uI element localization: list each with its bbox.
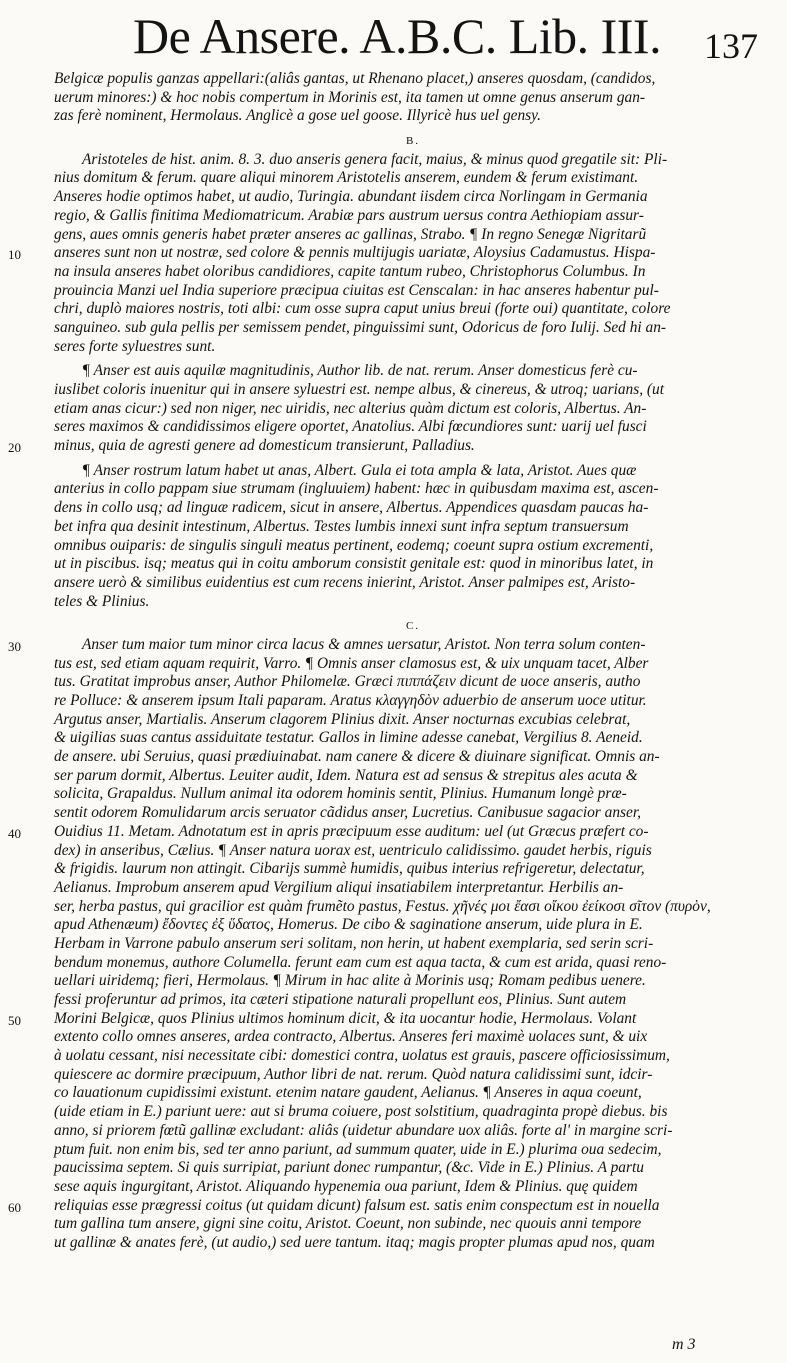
text-line: Morini Belgicæ, quos Plinius ultimos hominum dicit, & ita uocantur hodie, Hermolaus. Volant: [54, 1009, 637, 1027]
text-line: nius domitum & ferum. quare aliqui minorem Aristotelis anserem, eundem & ferum existimant.: [54, 169, 639, 187]
text-line: dex) in anseribus, Cælius. ¶ Anser natura uorax est, uentriculo calidissimo. gaudet herbis, riguis: [54, 841, 652, 859]
text-line: ut in piscibus. isq; meatus qui in coitu amborum consistit genitale est: quod in minoribus latet, in: [54, 555, 654, 573]
text-line: solicita, Grapaldus. Nullum animal ita odorem hominis sentit, Plinius. Humanum longè præ-: [54, 785, 627, 803]
running-header: [0, 4, 787, 70]
text-line: seres maximos & candidissimos eligere oportet, Anatolius. Albi fœcundiores sunt: uarij uel fusci: [54, 418, 647, 436]
line-number: 40: [8, 825, 21, 841]
section-heading: C.: [405, 620, 421, 633]
line-number: 30: [8, 638, 21, 654]
text-line: apud Athenæum) ἔδοντες ἐξ ὕδατος, Homerus. De cibo & saginatione anserum, uide plura in E.: [54, 916, 643, 934]
text-line: Aristoteles de hist. anim. 8. 3. duo anseris genera facit, maius, & minus quod gregatile sit: Pli-: [82, 150, 668, 168]
text-line: quiescere ac dormire præcipuum, Author libri de nat. rerum. Quòd natura calidissimi sunt, idcir-: [54, 1065, 653, 1083]
text-line: Anseres hodie optimos habet, ut audio, Turingia. abundant iisdem circa Norlingam in Germania: [54, 188, 648, 206]
text-line: Anser tum maior tum minor circa lacus & amnes uersatur, Aristot. Non terra solum conten-: [82, 635, 646, 653]
text-line: Argutus anser, Martialis. Anserum clagorem Plinius dixit. Anser nocturnas excubias celebrat,: [54, 710, 631, 728]
text-line: ser parum dormit, Albertus. Leuiter audit, Idem. Natura est ad sensus & strepitus ales acuta &: [54, 766, 638, 784]
text-line: ut gallinæ & anates ferè, (ut audio,) sed uere tantum. itaq; magis propter plumas apud nos, quam: [54, 1233, 655, 1251]
line-number: 60: [8, 1199, 21, 1215]
footer: [0, 1336, 787, 1360]
text-line: reliquias esse prægressi coitus (ut quidam dicunt) falsum est. satis enim conspectum est in nouella: [54, 1196, 660, 1214]
text-line: Aelianus. Improbum anserem apud Vergilium aliqui insatiabilem interpretantur. Herbilis an-: [54, 878, 624, 896]
text-line: Herbam in Varrone pabulo anserum seri solitam, non herin, ut habent exemplaria, sed serin scri-: [54, 934, 654, 952]
text-line: minus, quia de agresti genere ad domesticum transierunt, Palladius.: [54, 437, 475, 455]
line-number: 50: [8, 1012, 21, 1028]
text-line: de ansere. ubi Seruius, quasi prædiuinabat. nam canere & dicere & diuinare significat. Omnis an-: [54, 748, 660, 766]
text-line: na insula anseres habet oloribus candidiores, capite tantum rubeo, Christophorus Columbus. In: [54, 262, 646, 280]
text-line: (uide etiam in E.) pariunt uere: aut si bruma coiuere, post solstitium, quadraginta propè diebus. bis: [54, 1103, 668, 1121]
text-line: Ouidius 11. Metam. Adnotatum est in apris præcipuum esse auditum: uel (ut Græcus præfert co-: [54, 822, 649, 840]
text-line: omnibus ouiparis: de singulis singuli meatus pertinent, eodemq; coeunt supra ostium excrementi,: [54, 536, 654, 554]
text-line: bendum monemus, authore Columella. ferunt eam cum est aqua tacta, & cum est arida, quasi reno-: [54, 953, 667, 971]
page-title: De Ansere. A.B.C. Lib. III.: [133, 8, 662, 64]
text-line: chri, duplò maiores nostris, toti albi: cum osse supra caput unius breui (forte oui) quantitate, colore: [54, 300, 671, 318]
text-line: & uigilias suas cantus assiduitate testatur. Gallos in limine adesse canebat, Vergilius 8. Aeneid.: [54, 729, 643, 747]
text-line: prouincia Manzi uel India superiore præcipua ciuitas est Censcalan: in hac anseres habentur pul-: [54, 281, 659, 299]
text-line: teles & Plinius.: [54, 592, 150, 610]
text-line: tum gallina tum ansere, gigni sine coitu, Aristot. Coeunt, non subinde, nec quouis anni tempore: [54, 1215, 642, 1233]
text-line: à uolatu cessant, nisi necessitate cibi: domestici contra, uolatus est grauis, pascere officiosissimum,: [54, 1047, 670, 1065]
text-line: etiam anas cicur:) sed non niger, nec uiridis, nec alterius quàm dictum est coloris, Albertus. An-: [54, 399, 647, 417]
text-line: extento collo omnes anseres, ardea contracto, Albertus. Anseres feri maximè uolaces sunt, & uix: [54, 1028, 648, 1046]
text-line: seres forte syluestres sunt.: [54, 337, 216, 355]
text-line: iuslibet coloris inuenitur qui in ansere syluestri est. nempe albus, & cinereus, & utroq; uarians, (ut: [54, 381, 665, 398]
text-line: uerum minores:) & hoc nobis compertum in Morinis est, ita tamen ut omne genus anserum gan-: [54, 88, 646, 106]
signature-mark: m 3: [672, 1336, 696, 1353]
line-number: 10: [8, 247, 21, 263]
text-line: co lauationum cupidissimi existunt. etenim natare gaudent, Aelianus. ¶ Anseres in aqua coeunt,: [54, 1084, 642, 1102]
text-line: sentit odorem Romulidarum arcis seruator cãdidus anser, Lucretius. Canibusue sagacior anser,: [54, 804, 641, 822]
text-line: sese aquis ingurgitant, Aristot. Aliquando hypenemia oua pariunt, Idem & Plinius. quę quidem: [54, 1177, 638, 1195]
text-line: ¶ Anser rostrum latum habet ut anas, Albert. Gula ei tota ampla & lata, Aristot. Aues quæ: [82, 461, 637, 479]
text-line: ¶ Anser est auis aquilæ magnitudinis, Author lib. de nat. rerum. Anser domesticus ferè cu-: [82, 362, 638, 380]
text-line: dens in collo usq; ad linguæ radicem, sicut in ansere, Albertus. Appendices quasdam paucas ha-: [54, 499, 649, 517]
text-line: anterius in collo pappam siue strumam (ingluuiem) habent: hæc in quibusdam maxima est, ascen-: [54, 480, 659, 498]
text-line: regio, & Gallis finitima Mediomatricum. Arabiæ pars austrum uersus contra Aethiopiam assur-: [54, 206, 644, 224]
text-line: bet infra qua desinit intestinum, Albertus. Testes lumbis innexi sunt infra septum transuersum: [54, 517, 629, 535]
text-line: paucissima septem. Si quis surripiat, pariunt donec rumpantur, (&c. Vide in E.) Plinius. A partu: [54, 1159, 644, 1177]
text-line: Belgicæ populis ganzas appellari:(aliâs gantas, ut Rhenano placet,) anseres quosdam, (candidos,: [54, 70, 656, 87]
text-line: ansere uerò & similibus euidentius est cum recens inierint, Aristot. Anser palmipes est, Aristo-: [54, 573, 636, 591]
text-line: ser, herba pastus, qui gracilior est quàm frumẽto pastus, Festus. χῆνές μοι ἔασι οἴκου ἐείκοσι σῖτον (πυρὸν,: [54, 897, 711, 915]
body-text: [54, 70, 772, 1253]
text-line: tus. Gratitat improbus anser, Author Philomelæ. Græci πιππάζειν dicunt de uoce anseris, autho: [54, 673, 641, 691]
text-line: gens, aues omnis generis habet præter anseres ac gallinas, Strabo. ¶ In regno Senegæ Nigritarũ: [54, 225, 647, 243]
text-line: anseres sunt non ut nostræ, sed colore & pennis multijugis uariatæ, Aloysius Cadamustus. Hispa-: [54, 244, 656, 262]
text-line: ptum fuit. non enim bis, sed ter anno pariunt, ad summum quater, uide in E.) plurima oua sedecim,: [54, 1140, 662, 1158]
text-line: anno, si priorem fœtũ gallinæ excludant: aliâs (uidetur abundare uox aliâs. forte al' in margine scri-: [54, 1121, 673, 1139]
text-line: uellari uiridemq; fieri, Hermolaus. ¶ Mirum in hac alite à Morinis usq; Romam pedibus uenere.: [54, 972, 646, 990]
page-number: 137: [704, 26, 758, 66]
text-line: fessi proferuntur ad primos, ita cæteri stipatione naturali propellunt eos, Plinius. Sunt autem: [54, 991, 627, 1008]
text-line: zas ferè nominent, Hermolaus. Anglicè a gose uel goose. Illyricè hus uel gensy.: [54, 107, 541, 125]
section-heading: B.: [405, 135, 421, 148]
text-line: sanguineo. sub gula pellis per semissem pendet, pinguissimi sunt, Odoricus de foro Iulij. Sed hi an-: [54, 318, 667, 336]
text-line: tus est, sed etiam aquam requirit, Varro. ¶ Omnis anser clamosus est, & uix unquam tacet, Alber: [54, 654, 649, 672]
text-line: & frigidis. laurum non attingit. Cibarijs summè humidis, quibus interius refrigeretur, delectatur,: [54, 860, 645, 878]
text-line: re Polluce: & anserem ipsum Itali paparam. Aratus κλαγγηδὸν aduerbio de anserum uoce utitur.: [54, 692, 647, 709]
line-number: 20: [8, 440, 21, 456]
